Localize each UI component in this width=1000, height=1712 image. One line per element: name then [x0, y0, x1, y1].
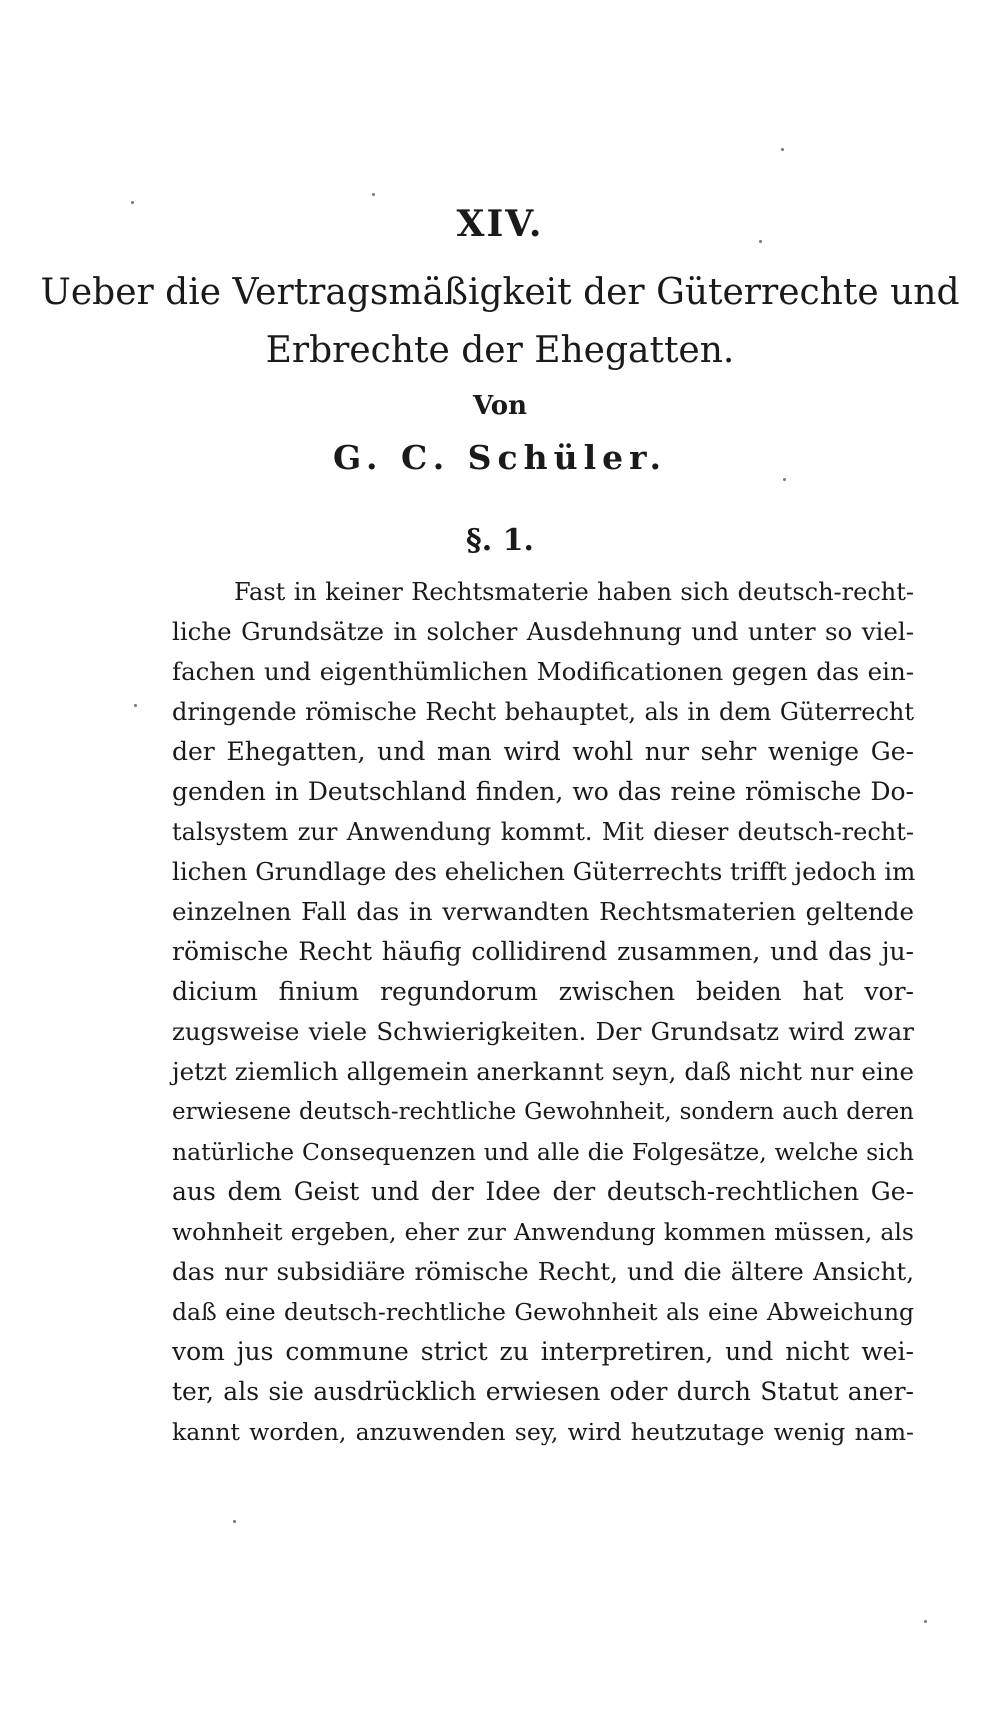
text-line: zugsweise viele Schwierigkeiten. Der Grundsatz wird zwar [172, 1017, 914, 1046]
text-line: römische Recht häufig collidirend zusammen, und das ju- [172, 937, 914, 966]
scan-speck [783, 478, 786, 481]
text-line: aus dem Geist und der Idee der deutsch-rechtlichen Ge- [172, 1177, 914, 1206]
text-line: wohnheit ergeben, eher zur Anwendung kommen müssen, als [172, 1218, 914, 1246]
scan-speck [924, 1620, 927, 1623]
text-line: lichen Grundlage des ehelichen Güterrechts trifft jedoch im [172, 857, 916, 886]
scan-speck [781, 148, 784, 151]
author-name: G. C. Schüler. [333, 438, 667, 477]
text-line: vom jus commune strict zu interpretiren, und nicht wei- [172, 1337, 914, 1366]
text-line: talsystem zur Anwendung kommt. Mit dieser deutsch-recht- [172, 818, 914, 846]
scan-speck [134, 704, 137, 707]
text-line: daß eine deutsch-rechtliche Gewohnheit als eine Abweichung [172, 1298, 914, 1326]
title-line: Erbrechte der Ehegatten. [265, 330, 735, 371]
scan-speck [759, 240, 762, 243]
text-line: das nur subsidiäre römische Recht, und die ältere Ansicht, [172, 1257, 914, 1286]
text-line: einzelnen Fall das in verwandten Rechtsmaterien geltende [172, 897, 914, 926]
title-line: Ueber die Vertragsmäßigkeit der Güterrechte und [40, 272, 960, 313]
scan-speck [233, 1520, 236, 1523]
text-line: ter, als sie ausdrücklich erwiesen oder durch Statut aner- [172, 1377, 914, 1406]
text-line: genden in Deutschland finden, wo das reine römische Do- [172, 777, 914, 806]
scan-speck [131, 201, 134, 204]
text-line: dringende römische Recht behauptet, als in dem Güterrecht [172, 698, 914, 726]
text-line: erwiesene deutsch-rechtliche Gewohnheit, sondern auch deren [172, 1099, 914, 1125]
text-line: der Ehegatten, und man wird wohl nur sehr wenige Ge- [172, 737, 914, 766]
scan-speck [372, 193, 375, 196]
text-line: Fast in keiner Rechtsmaterie haben sich deutsch-recht- [234, 578, 914, 606]
text-line: liche Grundsätze in solcher Ausdehnung und unter so viel- [172, 617, 914, 646]
text-line: natürliche Consequenzen und alle die Folgesätze, welche sich [172, 1138, 914, 1166]
text-line: fachen und eigenthümlichen Modificationen gegen das ein- [172, 657, 914, 686]
text-line: jetzt ziemlich allgemein anerkannt seyn, daß nicht nur eine [172, 1057, 914, 1086]
chapter-number: XIV. [456, 203, 544, 245]
byline: Von [472, 391, 528, 421]
text-line: dicium finium regundorum zwischen beiden hat vor- [172, 977, 914, 1006]
section-heading: §. 1. [466, 523, 534, 558]
text-line: kannt worden, anzuwenden sey, wird heutzutage wenig nam- [172, 1418, 914, 1446]
